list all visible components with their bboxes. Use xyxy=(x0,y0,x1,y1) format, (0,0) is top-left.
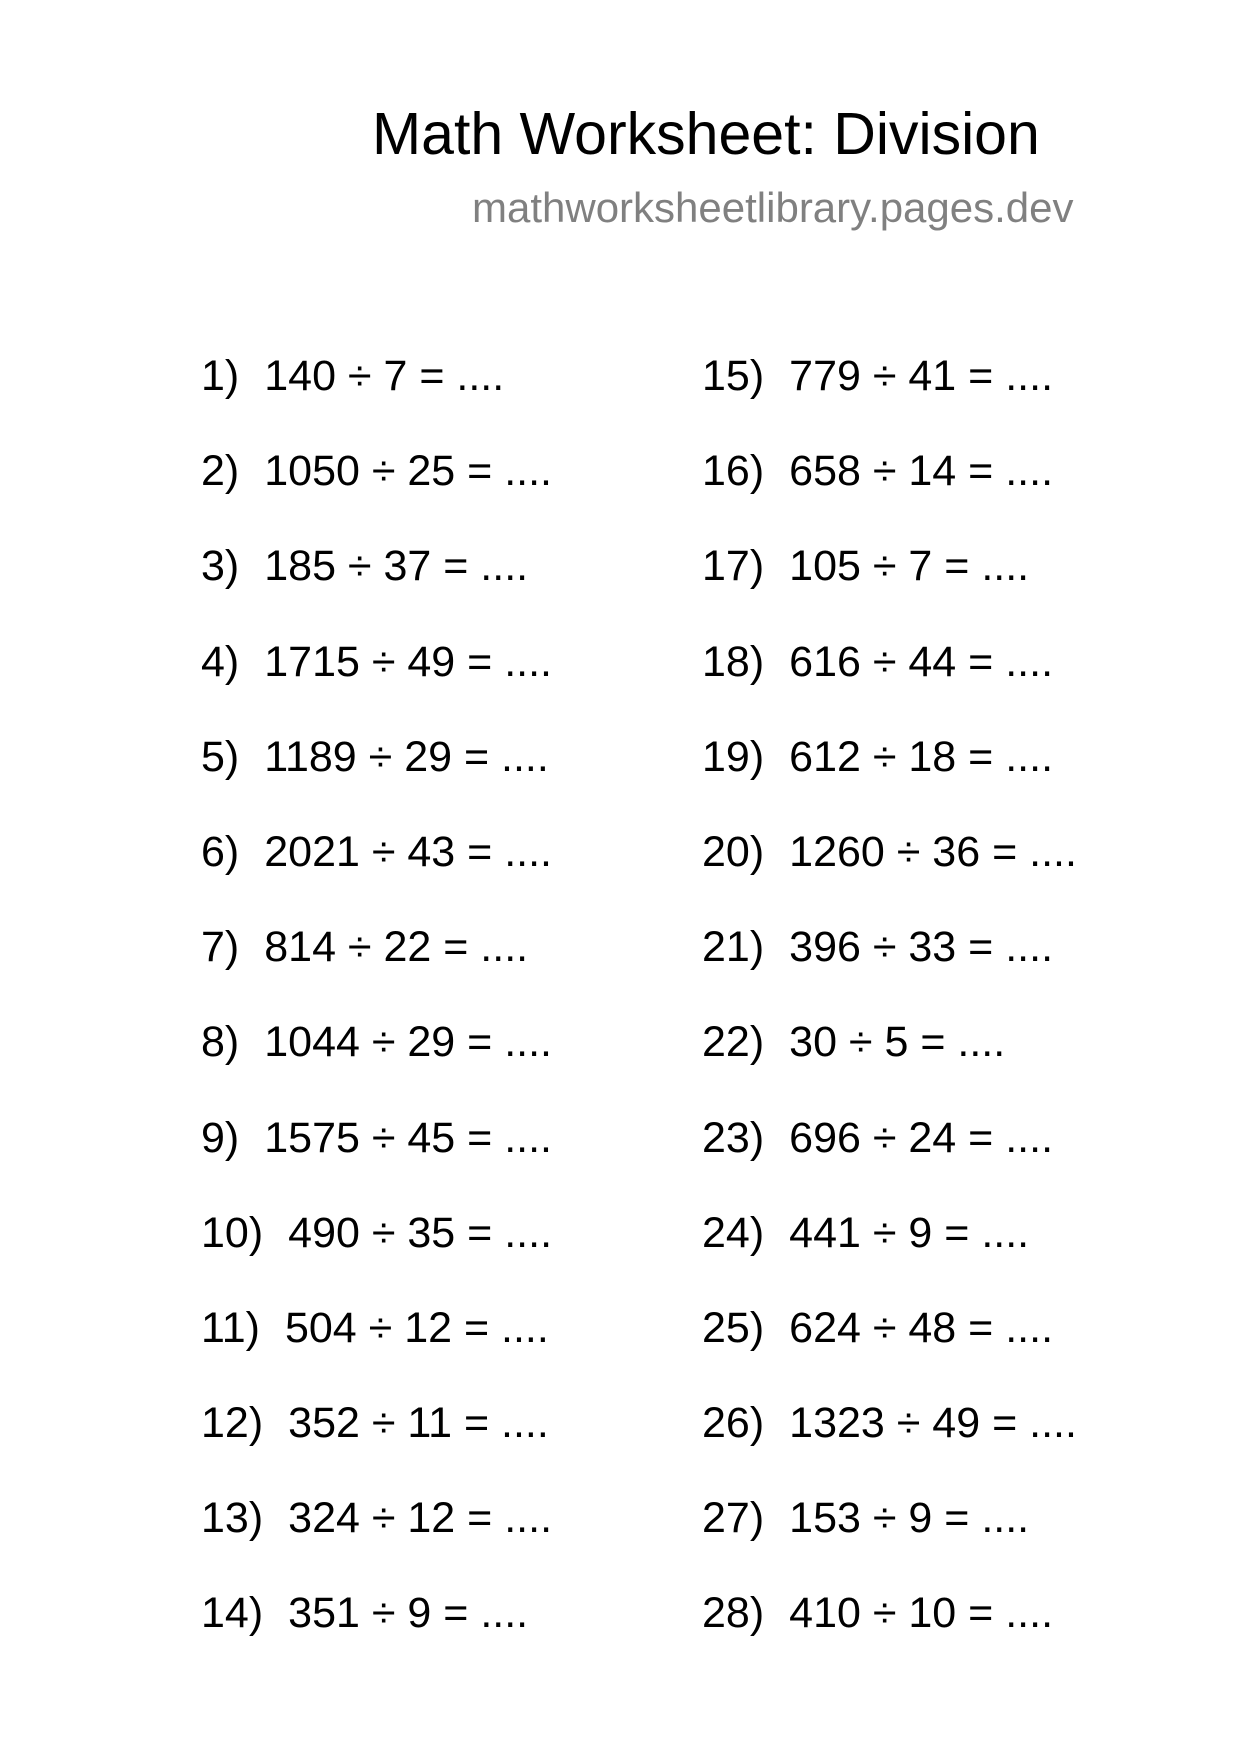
problem-expression: 153 ÷ 9 = .... xyxy=(789,1494,1030,1543)
problem-number: 9) xyxy=(201,1113,240,1162)
problem-expression: 140 ÷ 7 = .... xyxy=(264,352,505,400)
problem-number: 12) xyxy=(201,1399,264,1448)
problem-expression: 1044 ÷ 29 = .... xyxy=(264,1018,553,1067)
problem-number: 19) xyxy=(702,732,765,781)
problem-expression: 351 ÷ 9 = .... xyxy=(288,1589,529,1638)
page-title: Math Worksheet: Division xyxy=(372,101,1040,167)
problem-number: 23) xyxy=(702,1113,765,1162)
problem-number: 5) xyxy=(201,732,240,781)
problem-number: 10) xyxy=(201,1208,264,1257)
problem-expression: 396 ÷ 33 = .... xyxy=(789,923,1054,972)
problem-item xyxy=(201,1584,552,1679)
problem-number: 11) xyxy=(201,1303,260,1352)
problem-item xyxy=(201,347,552,442)
problem-number: 2) xyxy=(201,447,240,496)
problem-number: 13) xyxy=(201,1494,264,1543)
problem-item xyxy=(702,1584,1077,1679)
problem-column-left xyxy=(201,347,552,1680)
problem-expression: 410 ÷ 10 = .... xyxy=(789,1589,1054,1638)
problem-number: 20) xyxy=(702,827,765,876)
problem-number: 16) xyxy=(702,447,765,496)
problem-item xyxy=(201,442,552,537)
problem-expression: 105 ÷ 7 = .... xyxy=(789,542,1030,591)
problem-number: 27) xyxy=(702,1494,765,1543)
problem-item xyxy=(201,1013,552,1108)
source-url: mathworksheetlibrary.pages.dev xyxy=(472,184,1074,231)
problem-number: 22) xyxy=(702,1018,765,1067)
problem-item xyxy=(702,1013,1077,1108)
problem-item xyxy=(201,1394,552,1489)
problem-item xyxy=(702,633,1077,728)
problem-item xyxy=(702,918,1077,1013)
problem-item xyxy=(201,537,552,632)
problem-expression: 814 ÷ 22 = .... xyxy=(264,923,529,972)
problem-number: 3) xyxy=(201,542,240,591)
problem-number: 24) xyxy=(702,1208,765,1257)
problem-expression: 1575 ÷ 45 = .... xyxy=(264,1113,553,1162)
problem-item xyxy=(201,633,552,728)
problem-expression: 30 ÷ 5 = .... xyxy=(789,1018,1006,1067)
problem-number: 25) xyxy=(702,1303,765,1352)
problem-expression: 1189 ÷ 29 = .... xyxy=(264,732,549,781)
problem-number: 17) xyxy=(702,542,765,591)
problem-number: 15) xyxy=(702,352,765,400)
problem-number: 26) xyxy=(702,1399,765,1448)
problem-number: 14) xyxy=(201,1589,264,1638)
problem-item xyxy=(702,728,1077,823)
problem-item xyxy=(201,1299,552,1394)
problem-item xyxy=(702,1109,1077,1204)
problem-item xyxy=(201,1204,552,1299)
problem-expression: 490 ÷ 35 = .... xyxy=(288,1208,553,1257)
problem-expression: 624 ÷ 48 = .... xyxy=(789,1303,1054,1352)
problem-expression: 2021 ÷ 43 = .... xyxy=(264,827,553,876)
problem-item xyxy=(702,347,1077,442)
problem-item xyxy=(702,1299,1077,1394)
problem-item xyxy=(702,823,1077,918)
problem-item xyxy=(201,918,552,1013)
problem-expression: 612 ÷ 18 = .... xyxy=(789,732,1054,781)
problem-expression: 779 ÷ 41 = .... xyxy=(789,352,1054,400)
problem-expression: 504 ÷ 12 = .... xyxy=(284,1303,549,1352)
problem-item xyxy=(201,1489,552,1584)
problem-expression: 324 ÷ 12 = .... xyxy=(288,1494,553,1543)
problem-item xyxy=(702,537,1077,632)
problem-number: 6) xyxy=(201,827,240,876)
problem-number: 1) xyxy=(201,352,240,400)
problem-number: 8) xyxy=(201,1018,240,1067)
problem-number: 18) xyxy=(702,637,765,686)
problem-item xyxy=(702,1394,1077,1489)
problem-number: 4) xyxy=(201,637,240,686)
problem-expression: 441 ÷ 9 = .... xyxy=(789,1208,1030,1257)
problem-column-right xyxy=(702,347,1077,1680)
problem-number: 21) xyxy=(702,923,765,972)
problem-expression: 185 ÷ 37 = .... xyxy=(264,542,529,591)
problem-expression: 1050 ÷ 25 = .... xyxy=(264,447,553,496)
problem-item xyxy=(201,728,552,823)
problem-expression: 1715 ÷ 49 = .... xyxy=(264,637,553,686)
problem-expression: 352 ÷ 11 = .... xyxy=(288,1399,549,1448)
problem-expression: 696 ÷ 24 = .... xyxy=(789,1113,1054,1162)
problem-expression: 658 ÷ 14 = .... xyxy=(789,447,1054,496)
problem-expression: 616 ÷ 44 = .... xyxy=(789,637,1054,686)
problem-expression: 1323 ÷ 49 = .... xyxy=(789,1399,1077,1448)
problem-expression: 1260 ÷ 36 = .... xyxy=(789,827,1077,876)
problem-item xyxy=(702,1204,1077,1299)
problem-number: 28) xyxy=(702,1589,765,1638)
problem-item xyxy=(702,442,1077,537)
problem-item xyxy=(201,823,552,918)
problem-item xyxy=(201,1109,552,1204)
problem-number: 7) xyxy=(201,923,240,972)
problem-item xyxy=(702,1489,1077,1584)
